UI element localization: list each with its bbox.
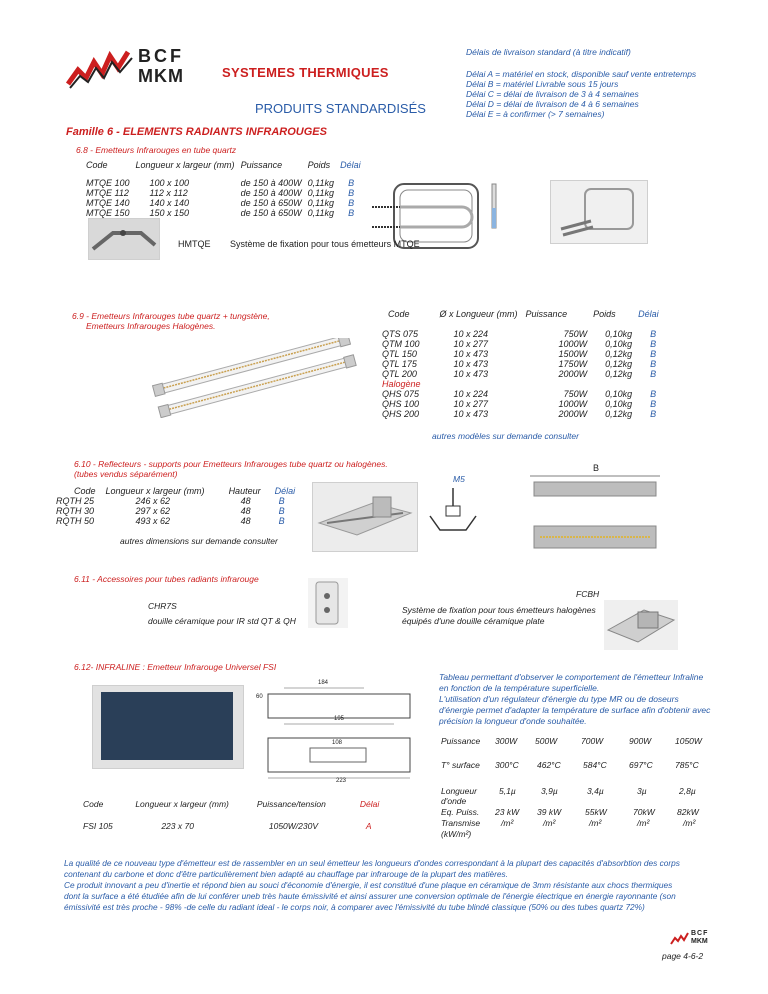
- perf-eq-unit: /m²: [637, 818, 650, 828]
- cell-power: de 150 à 650W: [240, 198, 302, 208]
- cell-delay: B: [650, 359, 657, 369]
- b-dimension-label: B: [593, 463, 600, 473]
- footer-line: contenant du carbone et donc d'être particulièrement bien adapté au chauffage par infrarouge de la plupart des matières.: [64, 869, 508, 879]
- cell-dim: 10 x 473: [453, 349, 489, 359]
- family-title: Famille 6 - ELEMENTS RADIANTS INFRAROUGES: [66, 126, 327, 138]
- dim-60: 60: [256, 694, 263, 700]
- cell-code: QTL 200: [382, 369, 417, 379]
- dim-223: 223: [336, 778, 347, 784]
- cell-delay: B: [348, 198, 355, 208]
- brand-logo: [66, 46, 206, 92]
- perf-eq: 23 kW: [495, 807, 520, 817]
- table-row: [382, 349, 665, 359]
- cell-weight: 0,10kg: [605, 389, 633, 399]
- cell-power: 1000W: [558, 339, 588, 349]
- cell-height: 48: [240, 496, 251, 506]
- col-delay: Délai: [274, 486, 296, 496]
- fcbh-desc-line1: Système de fixation pour tous émetteurs halogènes: [402, 605, 596, 615]
- perf-label-wave2: d'onde: [441, 796, 467, 806]
- section-6-9-title: [72, 311, 270, 331]
- footer-line: Ce produit innovant a peu d'inertie et répond bien au souci d'économie d'énergie, il est constitué d'une plaque en céramique de 3mm résistante aux chocs thermiques: [64, 880, 673, 890]
- table-row: [382, 399, 665, 409]
- cell-weight: 0,11kg: [307, 198, 334, 208]
- cell-delay: B: [650, 349, 657, 359]
- cell-height: 48: [240, 516, 251, 526]
- table-row: [382, 359, 665, 369]
- col-dimensions: Longueur x largeur (mm): [135, 160, 235, 170]
- cell-power: de 150 à 400W: [240, 178, 302, 188]
- cell-dim: 112 x 112: [149, 188, 188, 198]
- hmtqe-code: HMTQE: [178, 239, 211, 249]
- quartz-tubes-drawing: [140, 338, 370, 418]
- delivery-line: Délai A = matériel en stock, disponible sauf vente entretemps: [466, 69, 697, 79]
- perf-power: 1050W: [675, 736, 702, 746]
- perf-wave: 5,1µ: [499, 786, 516, 796]
- table-row: [86, 208, 367, 218]
- perf-power: 500W: [535, 736, 558, 746]
- cell-code: RQTH 30: [56, 506, 95, 516]
- hmtqe-desc: Système de fixation pour tous émetteurs MTQE: [230, 239, 420, 249]
- cell-code: MTQE 150: [86, 208, 130, 218]
- col-delay: Délai: [638, 309, 659, 319]
- perf-wave: 3,9µ: [541, 786, 558, 796]
- cell-code: RQTH 25: [56, 496, 95, 506]
- ceramic-socket-icon: [308, 578, 348, 628]
- perf-temp: 785°C: [675, 760, 699, 770]
- perf-wave: 3µ: [637, 786, 647, 796]
- table-row: [86, 178, 367, 188]
- intro-line: Tableau permettant d'observer le comportement de l'émetteur Infraline: [439, 672, 704, 682]
- bracket-icon: [89, 219, 159, 259]
- cell-power: 1750W: [558, 359, 588, 369]
- delivery-line: Délai C = délai de livraison de 3 à 4 semaines: [466, 89, 639, 99]
- cell-delay: A: [365, 821, 372, 831]
- section-6-9-title-line1: 6.9 - Emetteurs Infrarouges tube quartz + tungstène,: [72, 311, 270, 321]
- dim-184: 184: [318, 680, 329, 686]
- header-title: SYSTEMES THERMIQUES: [222, 65, 389, 80]
- cell-power: de 150 à 650W: [240, 208, 302, 218]
- chr7s-desc: douille céramique pour IR std QT & QH: [148, 616, 296, 626]
- section-6-8-title: 6.8 - Emetteurs Infrarouges en tube quartz: [76, 145, 237, 155]
- s610-note: autres dimensions sur demande consulter: [120, 536, 278, 546]
- chr7s-photo: [308, 578, 348, 628]
- cell-code: QHS 075: [382, 389, 420, 399]
- fixing-bracket-icon: [604, 600, 678, 650]
- cell-delay: B: [278, 496, 285, 506]
- footer-text: [64, 858, 724, 913]
- section-6-11-title: 6.11 - Accessoires pour tubes radiants infrarouge: [74, 574, 259, 584]
- page-number: page 4-6-2: [662, 951, 704, 961]
- cell-code: QHS 200: [382, 409, 420, 419]
- cell-dim: 297 x 62: [135, 506, 171, 516]
- intro-line: d'énergie permet d'adapter la température de surface afin d'obtenir avec: [439, 705, 711, 715]
- table-row: [86, 198, 367, 208]
- dim-108: 108: [332, 740, 343, 746]
- cell-code: FSI 105: [83, 821, 113, 831]
- perf-eq-unit: /m²: [543, 818, 556, 828]
- cell-code: QTS 075: [382, 329, 419, 339]
- delivery-legend: [466, 47, 696, 119]
- col-dimensions: Ø x Longueur (mm): [439, 309, 518, 319]
- cell-code: MTQE 100: [86, 178, 130, 188]
- halogene-row: [382, 379, 665, 389]
- cell-power: 1500W: [558, 349, 588, 359]
- table-header-row: [382, 309, 665, 329]
- cell-dim: 10 x 224: [453, 389, 489, 399]
- s69-note: autres modèles sur demande consulter: [432, 431, 579, 441]
- col-power: Puissance: [240, 160, 283, 170]
- infraline-photo: [92, 685, 244, 769]
- col-code: Code: [388, 309, 410, 319]
- cell-delay: B: [278, 516, 285, 526]
- cell-code: QHS 100: [382, 399, 420, 409]
- col-weight: Poids: [307, 160, 331, 170]
- cell-code: MTQE 112: [86, 188, 129, 198]
- cell-delay: B: [348, 208, 355, 218]
- cell-dim: 223 x 70: [161, 821, 194, 831]
- cell-power: 2000W: [558, 369, 588, 379]
- col-delay: Délai: [340, 160, 361, 170]
- perf-label-wave1: Longueur: [441, 786, 477, 796]
- delivery-title: Délais de livraison standard (à titre indicatif): [466, 47, 631, 57]
- reflector-side-drawing: [520, 470, 670, 560]
- header-subtitle: PRODUITS STANDARDISÉS: [255, 101, 426, 116]
- cell-code: QTM 100: [382, 339, 420, 349]
- perf-temp: 584°C: [583, 760, 607, 770]
- section-6-9-title-line2: Emetteurs Infrarouges Halogènes.: [86, 321, 216, 331]
- fsi-table: [83, 799, 385, 831]
- cell-weight: 0,11kg: [307, 178, 334, 188]
- reflector-profile-drawing: [426, 486, 480, 536]
- footer-brand-line1: BCF: [691, 930, 709, 937]
- cell-dim: 10 x 277: [453, 399, 489, 409]
- cell-delay: B: [650, 409, 657, 419]
- footer-brand-line2: MKM: [691, 938, 708, 945]
- intro-line: précision la longueur d'onde souhaitée.: [439, 716, 587, 726]
- m5-label: M5: [453, 474, 465, 484]
- perf-label-eq2: Transmise: [441, 818, 481, 828]
- perf-label-temp: T° surface: [441, 760, 480, 770]
- perf-label-power: Puissance: [441, 736, 481, 746]
- cell-power: 1000W: [558, 399, 588, 409]
- table-row: [56, 516, 301, 526]
- mtqe-photo-icon: [551, 181, 647, 243]
- cell-weight: 0,11kg: [307, 188, 334, 198]
- cell-weight: 0,10kg: [605, 399, 633, 409]
- brand-line2: MKM: [138, 66, 184, 86]
- table-row: [382, 409, 665, 419]
- section-6-10-title: [74, 459, 388, 479]
- infraline-outline-icon: [254, 680, 420, 790]
- cell-delay: B: [278, 506, 285, 516]
- perf-power: 900W: [629, 736, 652, 746]
- cell-code: QTL 175: [382, 359, 417, 369]
- cell-dim: 140 x 140: [149, 198, 190, 208]
- perf-temp: 300°C: [495, 760, 519, 770]
- cell-weight: 0,12kg: [605, 359, 633, 369]
- infraline-intro: [439, 672, 710, 727]
- perf-power: 700W: [581, 736, 604, 746]
- col-code: Code: [74, 486, 96, 496]
- col-delay: Délai: [359, 799, 380, 809]
- reflector-photo: [312, 482, 418, 552]
- col-power: Puissance: [525, 309, 568, 319]
- cell-weight: 0,11kg: [307, 208, 334, 218]
- mtqe-table: [86, 160, 367, 218]
- chr7s-code: CHR7S: [148, 601, 177, 611]
- cell-dim: 10 x 473: [453, 359, 489, 369]
- infraline-drawing: [254, 680, 420, 790]
- col-code: Code: [83, 799, 104, 809]
- delivery-line: Délai B = matériel Livrable sous 15 jours: [466, 79, 619, 89]
- cell-delay: B: [650, 369, 657, 379]
- cell-weight: 0,12kg: [605, 369, 633, 379]
- cell-weight: 0,12kg: [605, 409, 633, 419]
- cell-delay: B: [348, 188, 355, 198]
- perf-eq: 55kW: [585, 807, 607, 817]
- table-header-row: [83, 799, 385, 821]
- col-code: Code: [86, 160, 108, 170]
- cell-power-voltage: 1050W/230V: [268, 821, 319, 831]
- footer-line: La qualité de ce nouveau type d'émetteur est de rassembler en un seul émetteur les longueurs d'ondes correspondant à la plupart des capacités d'absorbtion des corps: [64, 858, 680, 868]
- cell-height: 48: [240, 506, 251, 516]
- cell-dim: 100 x 100: [149, 178, 190, 188]
- perf-eq-unit: /m²: [501, 818, 514, 828]
- col-power-voltage: Puissance/tension: [256, 799, 326, 809]
- perf-eq: 70kW: [633, 807, 655, 817]
- cell-dim: 10 x 473: [453, 369, 489, 379]
- cell-dim: 10 x 277: [453, 339, 489, 349]
- table-row: [56, 506, 301, 516]
- cell-delay: B: [650, 389, 657, 399]
- fcbh-code: FCBH: [576, 589, 600, 599]
- col-dimensions: Longueur x largeur (mm): [135, 799, 229, 809]
- cell-weight: 0,12kg: [605, 349, 633, 359]
- halogene-label: Halogène: [382, 379, 421, 389]
- cell-delay: B: [650, 399, 657, 409]
- cell-code: QTL 150: [382, 349, 417, 359]
- cell-dim: 493 x 62: [135, 516, 171, 526]
- perf-temp: 697°C: [629, 760, 653, 770]
- logo-wave-icon: [66, 48, 136, 90]
- perf-wave: 3,4µ: [587, 786, 604, 796]
- section-6-10-title-line1: 6.10 - Reflecteurs - supports pour Emetteurs Infrarouges tube quartz ou halogènes.: [74, 459, 388, 469]
- table-header-row: [56, 486, 301, 496]
- cell-delay: B: [650, 329, 657, 339]
- footer-line: émissivité est très proche - 98% -de celle du radiant ideal - le corps noir, à comparer avec l'émissivité du tube blindé classique (50% ou des tubes quartz 72%): [64, 902, 645, 912]
- col-weight: Poids: [593, 309, 616, 319]
- perf-eq-unit: /m²: [589, 818, 602, 828]
- cell-dim: 10 x 473: [453, 409, 489, 419]
- cell-weight: 0,10kg: [605, 329, 633, 339]
- fcbh-photo: [604, 600, 678, 650]
- table-row: [86, 188, 367, 198]
- table-row: [382, 389, 665, 399]
- dim-195: 195: [334, 716, 345, 722]
- section-6-12-title: 6.12- INFRALINE : Emetteur Infrarouge Universel FSI: [74, 662, 277, 672]
- cell-dim: 246 x 62: [135, 496, 171, 506]
- qt-table: [382, 309, 665, 419]
- reflector-icon: [313, 483, 417, 551]
- perf-temp: 462°C: [537, 760, 561, 770]
- intro-line: en fonction de la température superficielle.: [439, 683, 600, 693]
- table-row: [382, 369, 665, 379]
- cell-dim: 10 x 224: [453, 329, 489, 339]
- perf-eq: 82kW: [677, 807, 699, 817]
- mtqe-photo: [550, 180, 648, 244]
- table-row: [83, 821, 385, 831]
- perf-eq-unit: /m²: [683, 818, 696, 828]
- table-row: [56, 496, 301, 506]
- hmtqe-photo: [88, 218, 160, 260]
- mtqe-side-view: [487, 182, 503, 232]
- cell-code: MTQE 140: [86, 198, 130, 208]
- footer-logo: [670, 930, 716, 948]
- cell-weight: 0,10kg: [605, 339, 633, 349]
- perf-eq: 39 kW: [537, 807, 562, 817]
- cell-delay: B: [348, 178, 355, 188]
- cell-power: 750W: [563, 389, 588, 399]
- perf-label-eq1: Eq. Puiss.: [441, 807, 480, 817]
- reflector-table: [56, 486, 301, 526]
- cell-power: 2000W: [558, 409, 588, 419]
- footer-line: dont la surface a été étudiée afin de lui conférer uneb très haute émissivité et ainsi assurer une conversion optimale de l'énergie électrique en énergie rayonnante (son: [64, 891, 676, 901]
- col-height: Hauteur: [228, 486, 261, 496]
- brand-line1: BCF: [138, 46, 184, 66]
- cell-code: RQTH 50: [56, 516, 95, 526]
- delivery-line: Délai D = délai de livraison de 4 à 6 semaines: [466, 99, 639, 109]
- table-row: [382, 329, 665, 339]
- cell-delay: B: [650, 339, 657, 349]
- infraline-plate: [101, 692, 233, 760]
- cell-power: de 150 à 400W: [240, 188, 302, 198]
- logo-wave-small-icon: [670, 932, 690, 946]
- cell-power: 750W: [563, 329, 588, 339]
- delivery-line: Délai E = à confirmer (> 7 semaines): [466, 109, 605, 119]
- section-6-10-title-line2: (tubes vendus séparément): [74, 469, 178, 479]
- perf-power: 300W: [495, 736, 518, 746]
- perf-wave: 2,8µ: [679, 786, 696, 796]
- cell-dim: 150 x 150: [149, 208, 190, 218]
- col-dimensions: Longueur x largeur (mm): [105, 486, 205, 496]
- table-row: [382, 339, 665, 349]
- intro-line: L'utilisation d'un régulateur d'énergie du type MR ou de doseurs: [439, 694, 679, 704]
- fcbh-desc-line2: équipés d'une douille céramique plate: [402, 616, 545, 626]
- perf-label-eq3: (kW/m²): [441, 829, 472, 839]
- table-header-row: [86, 160, 367, 178]
